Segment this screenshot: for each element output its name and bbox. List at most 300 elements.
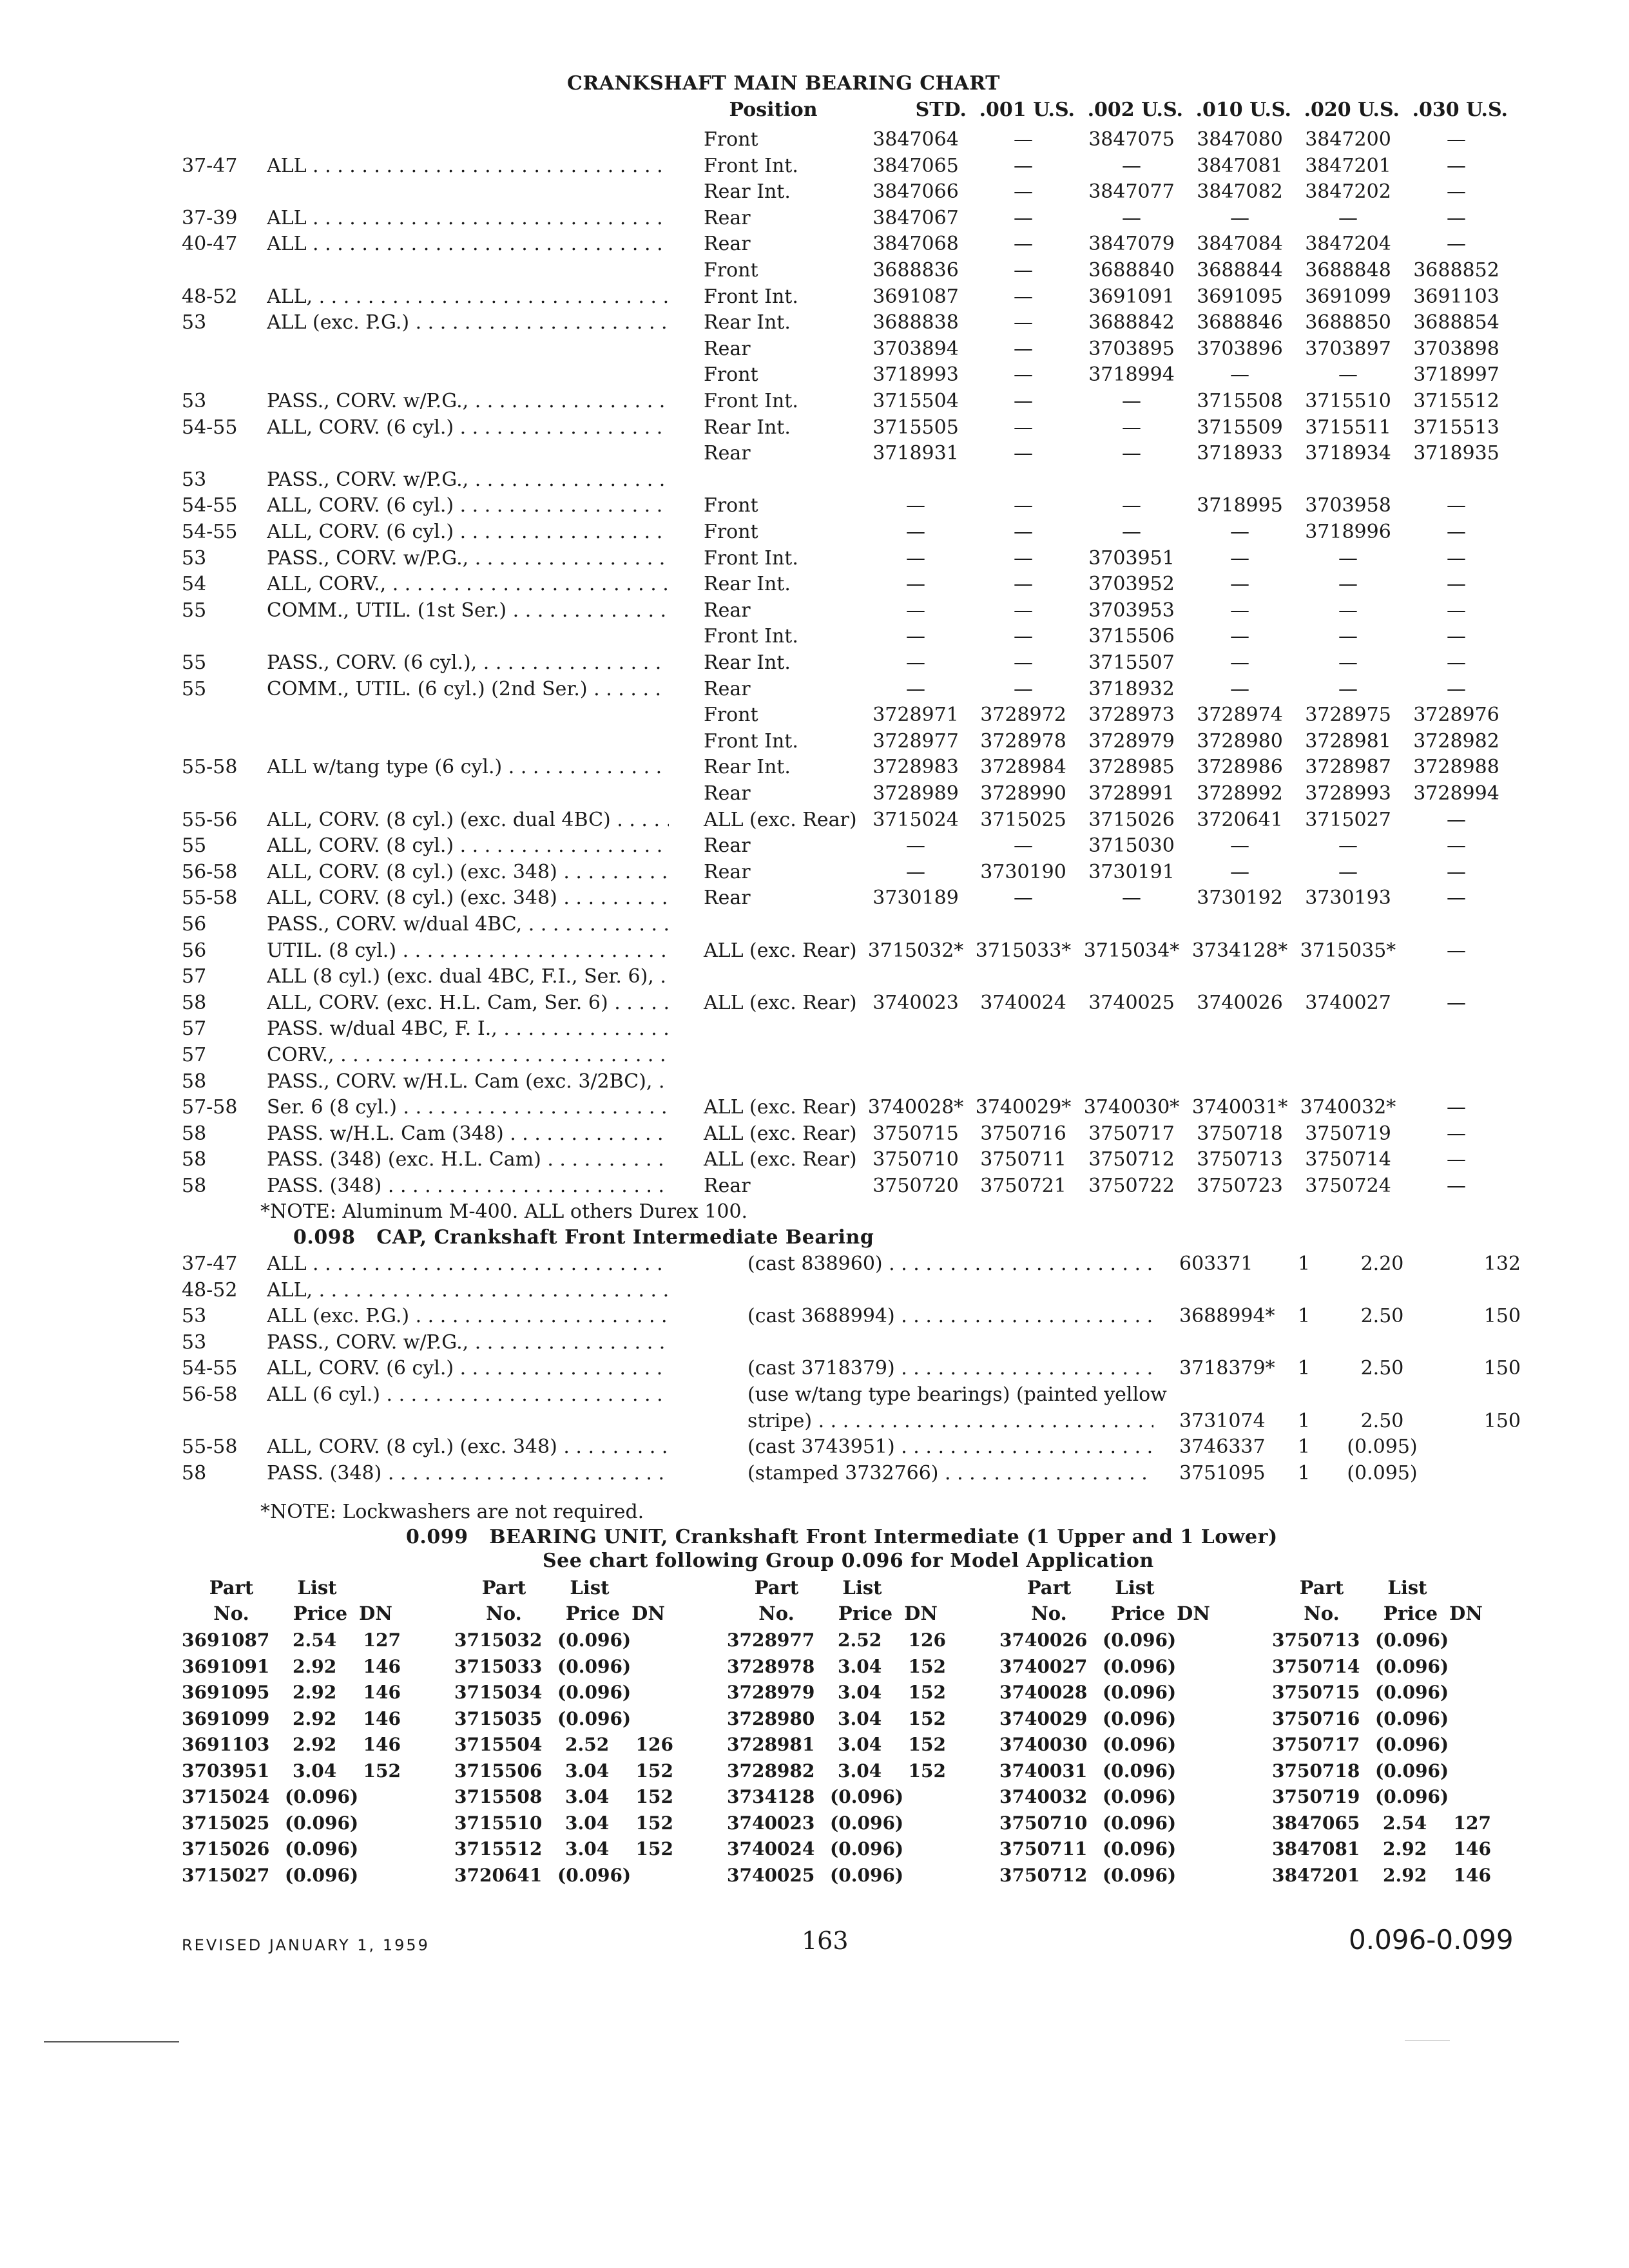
entry-list-price: (0.096)	[1375, 1682, 1449, 1703]
row-model: UTIL. (8 cyl.) . . .	[267, 937, 669, 964]
row-position: Rear Int.	[704, 416, 791, 439]
row-value: 3750722	[1088, 1175, 1175, 1197]
row-value: 3740032*	[1300, 1096, 1396, 1119]
row-value: 3715507	[1088, 651, 1175, 674]
row-value: 3715027	[1305, 809, 1391, 831]
row-position: ALL (exc. Rear)	[704, 1096, 857, 1119]
row-year: 37-47	[182, 155, 238, 177]
row-list-price: 2.50	[1360, 1305, 1404, 1327]
row-value: —	[1014, 311, 1033, 334]
row-value: 3728986	[1197, 756, 1283, 778]
entry-dn: 152	[908, 1708, 946, 1729]
col-header-list: Price	[293, 1602, 348, 1624]
main-chart-row	[0, 1042, 1629, 1068]
entry-list-price: (0.096)	[285, 1838, 359, 1860]
row-value: —	[1447, 1122, 1466, 1145]
row-value: 3715506	[1088, 625, 1175, 648]
main-chart-header	[0, 97, 1629, 124]
row-value: 3740027	[1305, 992, 1391, 1014]
entry-list-price: 3.04	[838, 1708, 882, 1729]
row-description: (cast 3718379) . . .	[747, 1355, 1153, 1381]
entry-part-number: 3750713	[1272, 1629, 1360, 1651]
row-value: 3715033*	[975, 939, 1072, 962]
row-value: —	[1338, 625, 1358, 648]
main-chart-row	[0, 597, 1629, 624]
row-position: Rear Int.	[704, 651, 791, 674]
main-chart-row	[0, 1120, 1629, 1147]
row-model: ALL, . . .	[267, 284, 669, 310]
row-position: Front Int.	[704, 547, 798, 570]
row-value: 3718934	[1305, 442, 1391, 465]
entry-part-number: 3728982	[727, 1760, 815, 1782]
row-year: 40-47	[182, 233, 238, 255]
row-value: —	[1122, 155, 1141, 177]
row-value: —	[906, 547, 925, 570]
bearing-entry	[0, 1706, 1629, 1732]
entry-part-number: 3691091	[182, 1656, 270, 1677]
row-value: 3688852	[1413, 259, 1499, 282]
entry-list-price: (0.096)	[1103, 1629, 1177, 1651]
row-value: —	[1230, 834, 1249, 857]
entry-part-number: 3740029	[999, 1708, 1088, 1729]
row-value: 3847075	[1088, 128, 1175, 151]
row-year: 53	[182, 311, 207, 334]
row-model: COMM., UTIL. (6 cyl.) (2nd Ser.) . . .	[267, 676, 669, 702]
row-model: ALL (8 cyl.) (exc. dual 4BC, F.I., Ser. 6), . . .	[267, 963, 669, 990]
entry-part-number: 3691095	[182, 1682, 270, 1703]
row-value: 3720641	[1197, 809, 1283, 831]
col-header-list: List	[297, 1577, 337, 1599]
row-value: —	[1014, 180, 1033, 203]
entry-part-number: 3715035	[454, 1708, 543, 1729]
entry-list-price: (0.096)	[1103, 1760, 1177, 1782]
entry-dn: 152	[635, 1838, 673, 1860]
row-value: —	[1122, 521, 1141, 543]
entry-part-number: 3715024	[182, 1786, 270, 1807]
row-value: 3740023	[872, 992, 959, 1014]
entry-list-price: (0.096)	[830, 1812, 904, 1834]
entry-list-price: (0.096)	[285, 1812, 359, 1834]
main-chart-row	[0, 859, 1629, 885]
row-value: 3728971	[872, 704, 959, 726]
row-model: ALL, CORV. (8 cyl.) (exc. 348) . . .	[267, 885, 669, 911]
row-value: 3847080	[1197, 128, 1283, 151]
main-chart-col-header: .001 U.S.	[979, 99, 1075, 121]
row-value: 3750718	[1197, 1122, 1283, 1145]
row-model: ALL, CORV. (6 cyl.) . . .	[267, 414, 669, 441]
main-chart-row	[0, 178, 1629, 205]
main-chart-title: CRANKSHAFT MAIN BEARING CHART	[567, 72, 1000, 95]
entry-part-number: 3728977	[727, 1629, 815, 1651]
row-value: —	[1230, 547, 1249, 570]
row-value: 3734128*	[1191, 939, 1288, 962]
row-list-price: (0.095)	[1347, 1462, 1418, 1485]
row-value: —	[1447, 547, 1466, 570]
row-quantity: 1	[1298, 1462, 1311, 1485]
row-value: 3691103	[1413, 285, 1499, 308]
row-value: 3730193	[1305, 887, 1391, 909]
row-value: 3715512	[1413, 390, 1499, 412]
entry-part-number: 3750716	[1272, 1708, 1360, 1729]
footer-page-number: 163	[802, 1927, 849, 1955]
row-description: (cast 838960) . . .	[747, 1251, 1153, 1277]
row-value: 3691087	[872, 285, 959, 308]
row-description: (cast 3688994) . . .	[747, 1303, 1153, 1329]
row-value: 3691099	[1305, 285, 1391, 308]
entry-dn: 152	[635, 1760, 673, 1782]
row-value: 3730190	[980, 861, 1066, 883]
entry-part-number: 3750718	[1272, 1760, 1360, 1782]
row-model: ALL . . .	[267, 231, 669, 257]
row-year: 48-52	[182, 1279, 238, 1302]
row-position: Rear Int.	[704, 180, 791, 203]
main-chart-row	[0, 153, 1629, 179]
row-value: 3750717	[1088, 1122, 1175, 1145]
row-position: Rear	[704, 834, 751, 857]
row-value: —	[1338, 207, 1358, 229]
row-value: 3750713	[1197, 1148, 1283, 1171]
row-model: ALL . . .	[267, 205, 669, 231]
row-value: 3691095	[1197, 285, 1283, 308]
col-header-dn: DN	[359, 1602, 392, 1624]
row-value: 3847068	[872, 233, 959, 255]
row-value: —	[1014, 416, 1033, 439]
col-header-dn: DN	[904, 1602, 938, 1624]
col-header-dn: DN	[1177, 1602, 1210, 1624]
row-value: 3847084	[1197, 233, 1283, 255]
row-model: PASS. (348) . . .	[267, 1173, 669, 1199]
row-value: 3847201	[1305, 155, 1391, 177]
main-chart-row	[0, 545, 1629, 572]
row-position: Front Int.	[704, 625, 798, 648]
entry-list-price: 2.52	[565, 1734, 610, 1755]
cap-row	[0, 1355, 1629, 1381]
row-position: ALL (exc. Rear)	[704, 939, 857, 962]
row-value: —	[906, 599, 925, 622]
main-chart-row	[0, 336, 1629, 362]
entry-list-price: (0.096)	[1103, 1682, 1177, 1703]
row-year: 58	[182, 1148, 207, 1171]
row-value: 3688840	[1088, 259, 1175, 282]
entry-part-number: 3750711	[999, 1838, 1088, 1860]
row-value: 3740031*	[1191, 1096, 1288, 1119]
col-header-list: List	[1387, 1577, 1427, 1599]
row-value: 3703894	[872, 338, 959, 360]
entry-dn: 152	[363, 1760, 401, 1782]
row-value: 3728972	[980, 704, 1066, 726]
row-value: 3728983	[872, 756, 959, 778]
entry-dn: 126	[908, 1629, 946, 1651]
row-value: —	[1230, 521, 1249, 543]
row-position: ALL (exc. Rear)	[704, 809, 857, 831]
row-year: 57	[182, 1044, 207, 1066]
row-value: —	[1122, 207, 1141, 229]
row-year: 54	[182, 573, 207, 595]
row-position: Rear	[704, 207, 751, 229]
entry-part-number: 3715512	[454, 1838, 543, 1860]
row-value: 3728991	[1088, 782, 1175, 805]
row-value: 3740030*	[1083, 1096, 1180, 1119]
row-value: 3718996	[1305, 521, 1391, 543]
row-position: Rear Int.	[704, 573, 791, 595]
row-position: Front	[704, 494, 758, 517]
row-value: 3847202	[1305, 180, 1391, 203]
row-value: 3728974	[1197, 704, 1283, 726]
row-value: 3728978	[980, 730, 1066, 753]
main-chart-row	[0, 937, 1629, 964]
row-value: —	[1447, 678, 1466, 700]
entry-part-number: 3750719	[1272, 1786, 1360, 1807]
bearing-group-number: 0.099	[406, 1526, 468, 1548]
entry-part-number: 3740027	[999, 1656, 1088, 1677]
entry-part-number: 3750712	[999, 1865, 1088, 1886]
row-part-number: 603371	[1179, 1253, 1253, 1275]
main-chart-row	[0, 780, 1629, 807]
row-value: —	[1230, 678, 1249, 700]
entry-part-number: 3847065	[1272, 1812, 1360, 1834]
col-header-part: Part	[1299, 1577, 1344, 1599]
row-value: 3750724	[1305, 1175, 1391, 1197]
entry-list-price: 3.04	[838, 1734, 882, 1755]
row-model: PASS., CORV. (6 cyl.), . . .	[267, 649, 669, 676]
row-position: ALL (exc. Rear)	[704, 992, 857, 1014]
row-value: —	[1447, 599, 1466, 622]
entry-part-number: 3728979	[727, 1682, 815, 1703]
row-quantity: 1	[1298, 1253, 1311, 1275]
row-dn: 150	[1483, 1305, 1521, 1327]
footer-revised: REVISED JANUARY 1, 1959	[182, 1936, 430, 1954]
row-position: Front Int.	[704, 390, 798, 412]
row-position: Rear	[704, 338, 751, 360]
col-header-list: List	[842, 1577, 882, 1599]
entry-dn: 146	[1453, 1838, 1491, 1860]
main-chart-row	[0, 807, 1629, 833]
main-chart-row	[0, 1173, 1629, 1199]
cap-row	[0, 1460, 1629, 1486]
row-value: 3718933	[1197, 442, 1283, 465]
row-value: 3718932	[1088, 678, 1175, 700]
row-year: 55	[182, 651, 207, 674]
entry-list-price: (0.096)	[1103, 1656, 1177, 1677]
row-value: —	[906, 834, 925, 857]
cap-row	[0, 1329, 1629, 1356]
row-value: 3847067	[872, 207, 959, 229]
row-value: —	[1014, 887, 1033, 909]
row-value: 3750723	[1197, 1175, 1283, 1197]
row-model: ALL, CORV. (exc. H.L. Cam, Ser. 6) . . .	[267, 990, 669, 1016]
row-value: 3728988	[1413, 756, 1499, 778]
row-value: —	[1447, 494, 1466, 517]
row-year: 54-55	[182, 521, 238, 543]
row-value: 3728973	[1088, 704, 1175, 726]
row-value: 3847077	[1088, 180, 1175, 203]
entry-list-price: (0.096)	[557, 1656, 631, 1677]
row-value: —	[1014, 599, 1033, 622]
main-chart-row	[0, 309, 1629, 336]
row-value: 3750711	[980, 1148, 1066, 1171]
row-year: 58	[182, 992, 207, 1014]
entry-part-number: 3703951	[182, 1760, 270, 1782]
row-year: 55	[182, 599, 207, 622]
row-value: —	[1338, 547, 1358, 570]
row-position: Rear	[704, 599, 751, 622]
row-model: PASS. w/H.L. Cam (348) . . .	[267, 1120, 669, 1147]
col-header-part: Part	[754, 1577, 799, 1599]
entry-part-number: 3728978	[727, 1656, 815, 1677]
row-value: —	[1014, 285, 1033, 308]
row-value: 3703895	[1088, 338, 1175, 360]
row-value: —	[1014, 207, 1033, 229]
row-value: —	[1014, 155, 1033, 177]
row-value: 3703958	[1305, 494, 1391, 517]
row-value: 3847081	[1197, 155, 1283, 177]
row-model: PASS., CORV. w/P.G., . . .	[267, 388, 669, 414]
entry-dn: 152	[908, 1656, 946, 1677]
cap-row	[0, 1277, 1629, 1303]
entry-part-number: 3715504	[454, 1734, 543, 1755]
row-value: —	[1447, 809, 1466, 831]
entry-list-price: (0.096)	[1375, 1786, 1449, 1807]
row-value: 3847066	[872, 180, 959, 203]
entry-list-price: 2.92	[293, 1682, 337, 1703]
entry-part-number: 3715027	[182, 1865, 270, 1886]
row-value: 3703951	[1088, 547, 1175, 570]
col-header-part: No.	[1304, 1602, 1340, 1624]
row-value: 3715505	[872, 416, 959, 439]
row-value: —	[1122, 494, 1141, 517]
entry-part-number: 3691087	[182, 1629, 270, 1651]
bearing-unit-heading	[406, 1526, 1278, 1548]
entry-list-price: 2.92	[293, 1708, 337, 1729]
main-chart-row	[0, 519, 1629, 545]
row-value: 3750720	[872, 1175, 959, 1197]
bearing-unit-title: BEARING UNIT, Crankshaft Front Intermediate (1 Upper and 1 Lower)	[489, 1526, 1278, 1548]
row-year: 57-58	[182, 1096, 238, 1119]
row-value: 3728994	[1413, 782, 1499, 805]
entry-part-number: 3750710	[999, 1812, 1088, 1834]
row-model: COMM., UTIL. (1st Ser.) . . .	[267, 597, 669, 624]
row-description: stripe) . . .	[747, 1408, 1153, 1434]
row-value: —	[1122, 390, 1141, 412]
row-position: ALL (exc. Rear)	[704, 1122, 857, 1145]
row-value: —	[1014, 547, 1033, 570]
main-chart-row	[0, 649, 1629, 676]
row-value: 3688844	[1197, 259, 1283, 282]
main-chart-row	[0, 1094, 1629, 1120]
entry-list-price: (0.096)	[285, 1865, 359, 1886]
row-value: —	[906, 625, 925, 648]
col-header-list: Price	[565, 1602, 621, 1624]
row-list-price: 2.50	[1360, 1357, 1404, 1379]
entry-list-price: (0.096)	[1103, 1838, 1177, 1860]
row-value: —	[1338, 599, 1358, 622]
main-chart-row	[0, 126, 1629, 153]
row-year: 53	[182, 547, 207, 570]
main-chart-col-header: STD.	[915, 99, 967, 121]
entry-list-price: (0.096)	[1103, 1708, 1177, 1729]
row-model: PASS., CORV. w/H.L. Cam (exc. 3/2BC), . . .	[267, 1068, 669, 1095]
row-value: 3718993	[872, 363, 959, 386]
entry-list-price: 3.04	[565, 1812, 610, 1834]
row-value: 3715513	[1413, 416, 1499, 439]
entry-part-number: 3740023	[727, 1812, 815, 1834]
row-value: 3715508	[1197, 390, 1283, 412]
row-list-price: (0.095)	[1347, 1436, 1418, 1458]
col-header-list: List	[1115, 1577, 1155, 1599]
main-chart-row	[0, 754, 1629, 780]
entry-list-price: (0.096)	[1103, 1812, 1177, 1834]
row-position: Front	[704, 128, 758, 151]
bearing-entry	[0, 1863, 1629, 1888]
row-value: —	[1014, 259, 1033, 282]
row-value: 3728987	[1305, 756, 1391, 778]
row-model: ALL, CORV. (8 cyl.) (exc. 348) . . .	[267, 859, 669, 885]
row-value: 3728992	[1197, 782, 1283, 805]
row-value: —	[906, 678, 925, 700]
row-value: —	[1014, 442, 1033, 465]
entry-dn: 152	[908, 1734, 946, 1755]
entry-part-number: 3734128	[727, 1786, 815, 1807]
row-value: 3715511	[1305, 416, 1391, 439]
main-chart-col-header: .010 U.S.	[1195, 99, 1291, 121]
row-value: 3750716	[980, 1122, 1066, 1145]
row-value: 3847082	[1197, 180, 1283, 203]
entry-part-number: 3715510	[454, 1812, 543, 1834]
col-header-dn: DN	[1449, 1602, 1483, 1624]
row-value: 3688836	[872, 259, 959, 282]
row-value: —	[1447, 651, 1466, 674]
row-year: 55	[182, 834, 207, 857]
entry-list-price: 2.52	[838, 1629, 882, 1651]
row-year: 56	[182, 939, 207, 962]
row-model: ALL, CORV., . . .	[267, 571, 669, 597]
row-model: PASS. w/dual 4BC, F. I., . . .	[267, 1015, 669, 1042]
entry-list-price: (0.096)	[285, 1786, 359, 1807]
entry-list-price: 3.04	[565, 1786, 610, 1807]
row-year: 56-58	[182, 1383, 238, 1406]
main-chart-row	[0, 284, 1629, 310]
row-year: 56	[182, 913, 207, 936]
row-value: 3718931	[872, 442, 959, 465]
row-position: Rear	[704, 233, 751, 255]
main-chart-row	[0, 257, 1629, 284]
entry-list-price: (0.096)	[1375, 1656, 1449, 1677]
main-chart-row	[0, 911, 1629, 937]
row-description: (cast 3743951) . . .	[747, 1434, 1153, 1460]
row-model: ALL, CORV. (8 cyl.) . . .	[267, 832, 669, 859]
row-model: ALL (exc. P.G.) . . .	[267, 1303, 669, 1329]
entry-part-number: 3740032	[999, 1786, 1088, 1807]
main-chart-row	[0, 388, 1629, 414]
row-value: 3730189	[872, 887, 959, 909]
row-value: 3715032*	[867, 939, 964, 962]
entry-dn: 152	[908, 1682, 946, 1703]
row-value: 3728981	[1305, 730, 1391, 753]
row-position: Rear	[704, 887, 751, 909]
row-model: PASS., CORV. w/P.G., . . .	[267, 545, 669, 572]
row-value: 3728990	[980, 782, 1066, 805]
entry-list-price: (0.096)	[557, 1682, 631, 1703]
main-chart-row	[0, 832, 1629, 859]
row-value: —	[1447, 887, 1466, 909]
row-value: —	[906, 651, 925, 674]
row-year: 37-39	[182, 207, 238, 229]
row-value: —	[1447, 1148, 1466, 1171]
scan-artifact-line	[1405, 2040, 1450, 2041]
row-value: 3728993	[1305, 782, 1391, 805]
row-value: —	[1230, 573, 1249, 595]
main-chart-row	[0, 1068, 1629, 1095]
